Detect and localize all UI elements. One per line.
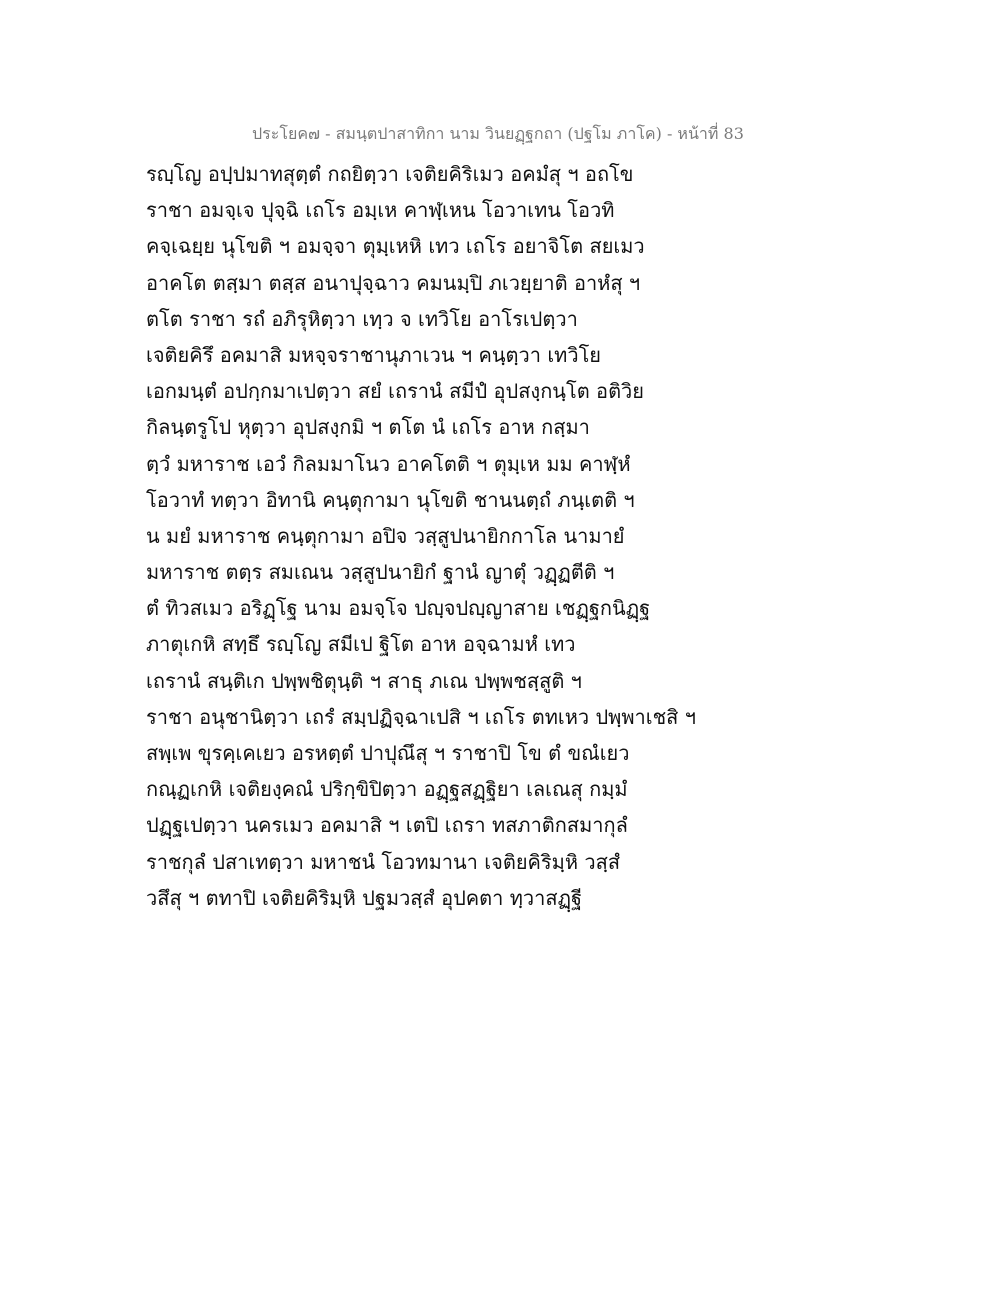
text-line: อาคโต ตสฺมา ตสฺส อนาปุจฺฉาว คมนมฺปิ ภเวยฺยาติ อาหํสุ ฯ — [146, 270, 641, 295]
text-line: วสึสุ ฯ ตทาปิ เจติยคิริมฺหิ ปฐมวสฺสํ อุปคตา ทฺวาสฏฺฐี — [146, 885, 583, 910]
text-line: ตฺวํ มหาราช เอวํ กิลมมาโนว อาคโตติ ฯ ตุมฺเห มม คาฬฺหํ — [146, 451, 631, 476]
text-line: ราชกุลํ ปสาเทตฺวา มหาชนํ โอวทมานา เจติยคิริมฺหิ วสฺสํ — [146, 849, 621, 874]
text-line: คจฺเฉยฺย นุโขติ ฯ อมจฺจา ตุมฺเหหิ เทว เถโร อยาจิโต สยเมว — [146, 234, 645, 259]
text-line: รญฺโญ อปฺปมาทสุตฺตํ กถยิตฺวา เจติยคิริเมว อคมํสุ ฯ อถโข — [146, 162, 634, 186]
text-line: โอวาทํ ทตฺวา อิทานิ คนฺตุกามา นุโขติ ชานนตฺถํ ภนฺเตติ ฯ — [146, 487, 635, 512]
text-line: ตโต ราชา รถํ อภิรุหิตฺวา เทฺว จ เทวิโย อาโรเปตฺวา — [146, 306, 578, 331]
text-line: เจติยคิรึ อคมาสิ มหจฺจราชานุภาเวน ฯ คนฺตฺวา เทวิโย — [146, 342, 602, 367]
text-line: สพฺเพ ขุรคฺเคเยว อรหตฺตํ ปาปุณึสุ ฯ ราชาปิ โข ตํ ขณํเยว — [146, 741, 630, 765]
text-line: น มยํ มหาราช คนฺตุกามา อปิจ วสฺสูปนายิกกาโล นามายํ — [146, 523, 625, 548]
running-header: ประโยค๗ - สมนฺตปาสาทิกา นาม วินยฏฺฐกถา (ปฐโม ภาโค) - หน้าที่ 83 — [252, 124, 744, 143]
text-line: ตํ ทิวสเมว อริฏฺโฐ นาม อมจฺโจ ปญฺจปญฺญาสาย เชฏฺฐกนิฏฺฐ — [146, 596, 651, 621]
text-line: เอกมนฺตํ อปกฺกมาเปตฺวา สยํ เถรานํ สมีปํ อุปสงฺกนฺโต อติวิย — [146, 379, 645, 404]
text-line: กิลนฺตรูโป หุตฺวา อุปสงฺกมิ ฯ ตโต นํ เถโร อาห กสฺมา — [146, 415, 590, 440]
text-line: ราชา อนุชานิตฺวา เถรํ สมฺปฏิจฺฉาเปสิ ฯ เถโร ตทเหว ปพฺพาเชสิ ฯ — [146, 704, 696, 729]
text-line: มหาราช ตตฺร สมเณน วสฺสูปนายิกํ ฐานํ ญาตุํ วฏฺฏตีติ ฯ — [146, 560, 615, 585]
text-line: ปฏฺฐเปตฺวา นครเมว อคมาสิ ฯ เตปิ เถรา ทสภาติกสมากุลํ — [146, 813, 628, 838]
text-line: ราชา อมจฺเจ ปุจฺฉิ เถโร อมฺเห คาฬฺเหน โอวาเทน โอวทิ — [146, 198, 615, 223]
text-line: กณฺฏเกหิ เจติยงฺคณํ ปริกฺขิปิตฺวา อฏฺฐสฏฺฐิยา เลเณสุ กมฺมํ — [146, 777, 628, 802]
text-line: ภาตุเกหิ สทฺธึ รญฺโญ สมีเป ฐิโต อาห อจฺฉามหํ เทว — [146, 632, 576, 657]
text-line: เถรานํ สนฺติเก ปพฺพชิตุนฺติ ฯ สาธุ ภเณ ปพฺพชสฺสูติ ฯ — [146, 668, 582, 693]
body-text — [146, 156, 706, 916]
